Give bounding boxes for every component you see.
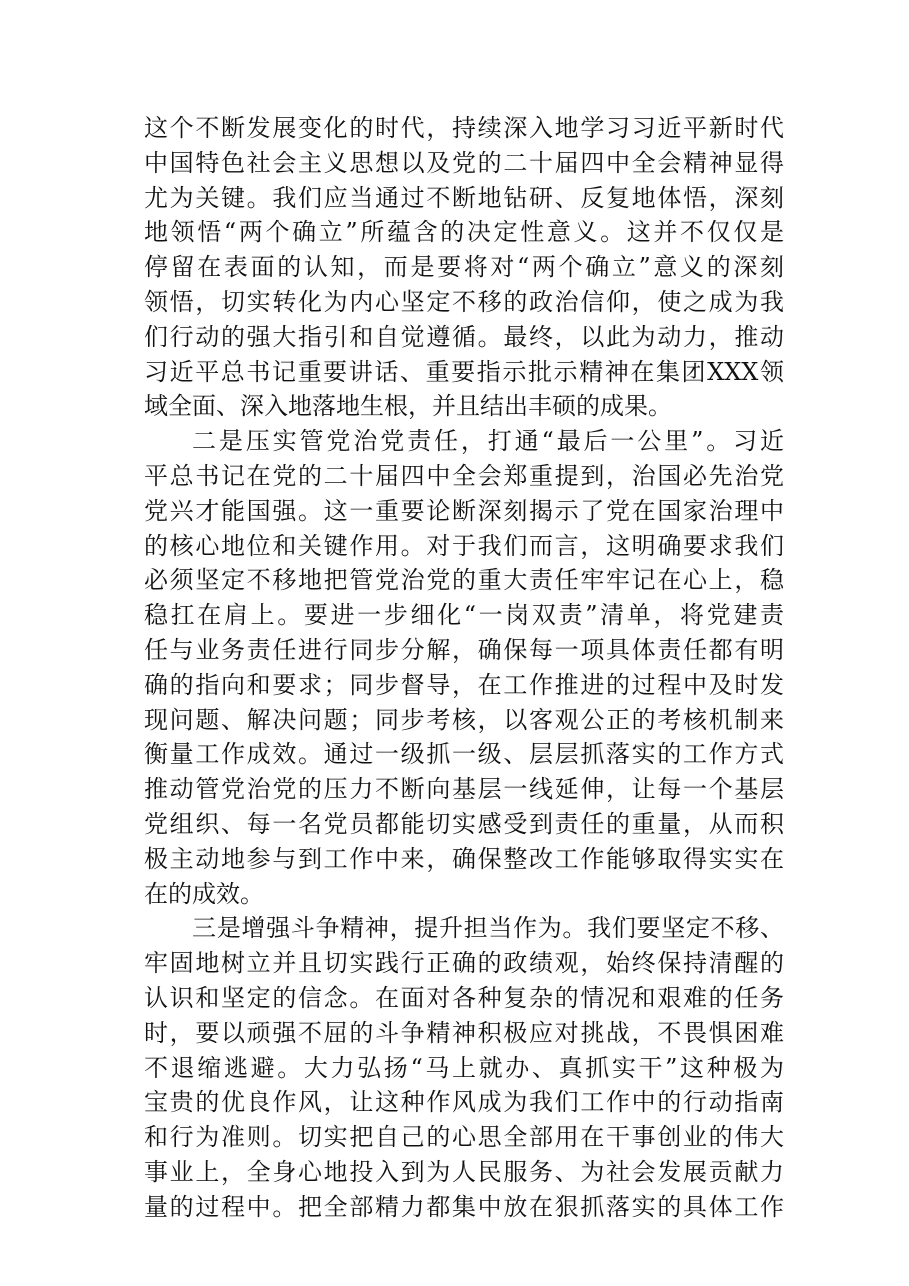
text-line: 牢固地树立并且切实践行正确的政绩观，始终保持清醒的 (144, 949, 784, 978)
text-line: 们行动的强大指引和自觉遵循。最终，以此为动力，推动 (144, 322, 784, 351)
text-line: 的核心地位和关键作用。对于我们而言，这明确要求我们 (144, 531, 784, 560)
text-line: 习近平总书记重要讲话、重要指示批示精神在集团XXX领 (144, 357, 784, 386)
text-line: 认识和坚定的信念。在面对各种复杂的情况和艰难的任务 (144, 983, 784, 1012)
text-line: 党兴才能国强。这一重要论断深刻揭示了党在国家治理中 (144, 496, 784, 525)
text-line: 域全面、深入地落地生根，并且结出丰硕的成果。 (144, 392, 672, 421)
text-line: 量的过程中。把全部精力都集中放在狠抓落实的具体工作 (144, 1192, 784, 1221)
text-line: 三是增强斗争精神，提升担当作为。我们要坚定不移、 (192, 914, 784, 943)
text-line: 中国特色社会主义思想以及党的二十届四中全会精神显得 (144, 148, 784, 177)
text-line: 地领悟“两个确立”所蕴含的决定性意义。这并不仅仅是 (144, 218, 784, 247)
paragraph-3 (144, 911, 784, 1224)
text-line: 尤为关键。我们应当通过不断地钻研、反复地体悟，深刻 (144, 183, 784, 212)
paragraph-2 (144, 424, 784, 911)
paragraph-1 (144, 111, 784, 424)
text-line: 确的指向和要求；同步督导，在工作推进的过程中及时发 (144, 670, 784, 699)
text-line: 时，要以顽强不屈的斗争精神积极应对挑战，不畏惧困难 (144, 1018, 784, 1047)
text-line: 稳扛在肩上。要进一步细化“一岗双责”清单，将党建责 (144, 601, 784, 630)
text-line: 党组织、每一名党员都能切实感受到责任的重量，从而积 (144, 809, 784, 838)
text-line: 衡量工作成效。通过一级抓一级、层层抓落实的工作方式 (144, 740, 784, 769)
text-line: 推动管党治党的压力不断向基层一线延伸，让每一个基层 (144, 775, 784, 804)
text-line: 在的成效。 (144, 879, 264, 908)
text-line: 和行为准则。切实把自己的心思全部用在干事创业的伟大 (144, 1123, 784, 1152)
text-line: 领悟，切实转化为内心坚定不移的政治信仰，使之成为我 (144, 287, 784, 316)
text-line: 现问题、解决问题；同步考核，以客观公正的考核机制来 (144, 705, 784, 734)
text-line: 平总书记在党的二十届四中全会郑重提到，治国必先治党 (144, 461, 784, 490)
text-line: 事业上，全身心地投入到为人民服务、为社会发展贡献力 (144, 1157, 784, 1186)
text-line: 极主动地参与到工作中来，确保整改工作能够取得实实在 (144, 844, 784, 873)
text-line: 不退缩逃避。大力弘扬“马上就办、真抓实干”这种极为 (144, 1053, 784, 1082)
text-line: 这个不断发展变化的时代，持续深入地学习习近平新时代 (144, 114, 784, 142)
body-text (144, 111, 784, 1225)
text-line: 任与业务责任进行同步分解，确保每一项具体责任都有明 (144, 635, 784, 664)
text-line: 停留在表面的认知，而是要将对“两个确立”意义的深刻 (144, 253, 784, 282)
text-line: 必须坚定不移地把管党治党的重大责任牢牢记在心上，稳 (144, 566, 784, 595)
text-line: 二是压实管党治党责任，打通“最后一公里”。习近 (192, 427, 784, 456)
text-line: 宝贵的优良作风，让这种作风成为我们工作中的行动指南 (144, 1088, 784, 1117)
